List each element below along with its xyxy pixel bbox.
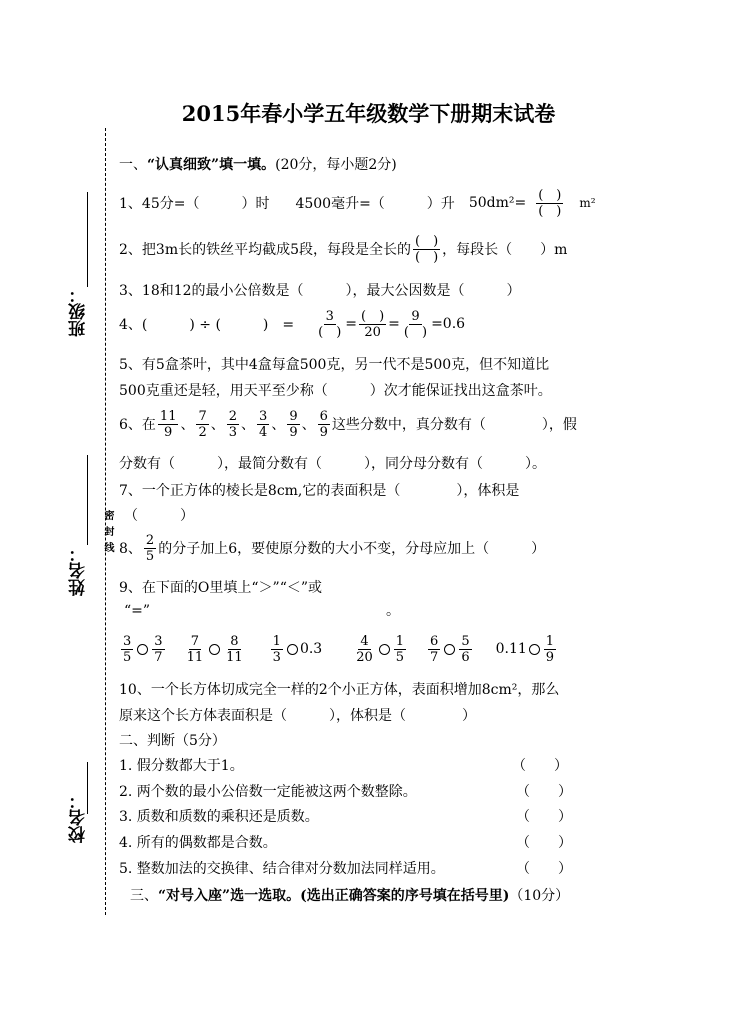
judge-item-3: 3. 质数和质数的乘积还是质数。 [119,809,319,825]
question-5-line-2: 500克重还是轻，用天平至少称（ ）次才能保证找出这盒茶叶。 [119,383,552,399]
compare-item: $\frac{1}{3}$ 0.3 [272,633,323,665]
compare-circle[interactable] [379,644,390,655]
section1-heading: 一、“认真细致”填一填。(20分，每小题2分) [119,157,397,173]
question-9-line-1: 9、在下面的O里填上“＞”“＜”或 [119,580,323,596]
question-2: 2、把3m长的铁丝平均截成5段，每段是全长的 $\frac{( )}{( )}$ ，每段长（ ）m [119,233,568,265]
answer-paren-5[interactable]: （ ） [516,861,572,877]
question-9-line-2: “=” [124,603,151,619]
compare-circle[interactable] [529,644,540,655]
answer-paren-1[interactable]: （ ） [512,758,568,774]
question-3: 3、18和12的最小公倍数是（ ），最大公因数是（ ） [119,283,521,299]
judge-item-2: 2. 两个数的最小公倍数一定能被这两个数整除。 [119,784,417,800]
compare-item: $\frac{6}{7}$ $\frac{5}{6}$ [430,633,470,665]
compare-item: 0.11 $\frac{1}{9}$ [495,633,555,665]
compare-circle[interactable] [137,644,148,655]
compare-item: $\frac{3}{5}$ $\frac{3}{7}$ [123,633,163,665]
compare-item: $\frac{7}{11}$ $\frac{8}{11}$ [186,633,243,665]
compare-circle[interactable] [287,644,298,655]
name-underline [87,455,88,545]
question-10-line-1: 10、一个长方体切成完全一样的2个小正方体，表面积增加8cm²，那么 [119,682,560,698]
question-7-line-2: （ ） [124,508,194,524]
question-5-line-1: 5、有5盒茶叶，其中4盒每盒500克，另一代不是500克，但不知道比 [119,357,550,373]
question-1: 1、45分=（ ）时 4500毫升=（ ）升 50dm²= $\frac{( )}{( )}$ m² [119,187,596,219]
question-8: 8、 $\frac{2}{5}$ 的分子加上6，要使原分数的大小不变，分母应加上（ ） [119,532,546,564]
answer-paren-3[interactable]: （ ） [516,809,572,825]
judge-item-5: 5. 整数加法的交换律、结合律对分数加法同样适用。 [119,861,445,877]
section2-heading: 二、判断（5分） [119,733,226,749]
page-title: 2015年春小学五年级数学下册期末试卷 [181,101,556,126]
judge-item-1: 1. 假分数都大于1。 [119,758,244,774]
question-6-line-2: 分数有（ ），最简分数有（ ），同分母分数有（ ）。 [119,456,546,472]
compare-circle[interactable] [444,644,455,655]
compare-item: $\frac{4}{20}$ $\frac{1}{5}$ [356,633,405,665]
compare-circle[interactable] [209,644,220,655]
seal-line-label: 密封线 [102,510,113,558]
section3-heading: 三、“对号入座”选一选取。(选出正确答案的序号填在括号里)（10分） [130,888,570,904]
answer-paren-4[interactable]: （ ） [516,835,572,851]
question-10-line-2: 原来这个长方体表面积是（ ），体积是（ ） [119,708,476,724]
class-label: 班级： [69,286,89,337]
question-4: 4、( ) ÷ ( ) = $\frac{3}{( )}$ = $\frac{( )}{20}$ = $\frac{9}{( )}$ =0.6 [119,308,466,340]
answer-paren-2[interactable]: （ ） [516,784,572,800]
question-6-line-1: 6、在 $\frac{11}{9}$ 、 $\frac{7}{2}$ 、 $\frac{2}{3}$ 、 $\frac{3}{4}$ 、 $\frac{9}{9}$ 、 $\frac{6}{9}$ 这些分数中，真分数有（ ），假 [119,408,577,440]
class-underline [87,192,88,287]
question-9-comparisons [119,630,558,668]
question-7-line-1: 7、一个正方体的棱长是8cm,它的表面积是（ ），体积是 [119,483,520,499]
question-9-dot: 。 [386,603,400,619]
school-label: 校名： [69,792,89,843]
name-label: 姓名： [69,545,89,596]
judge-item-4: 4. 所有的偶数都是合数。 [119,835,277,851]
